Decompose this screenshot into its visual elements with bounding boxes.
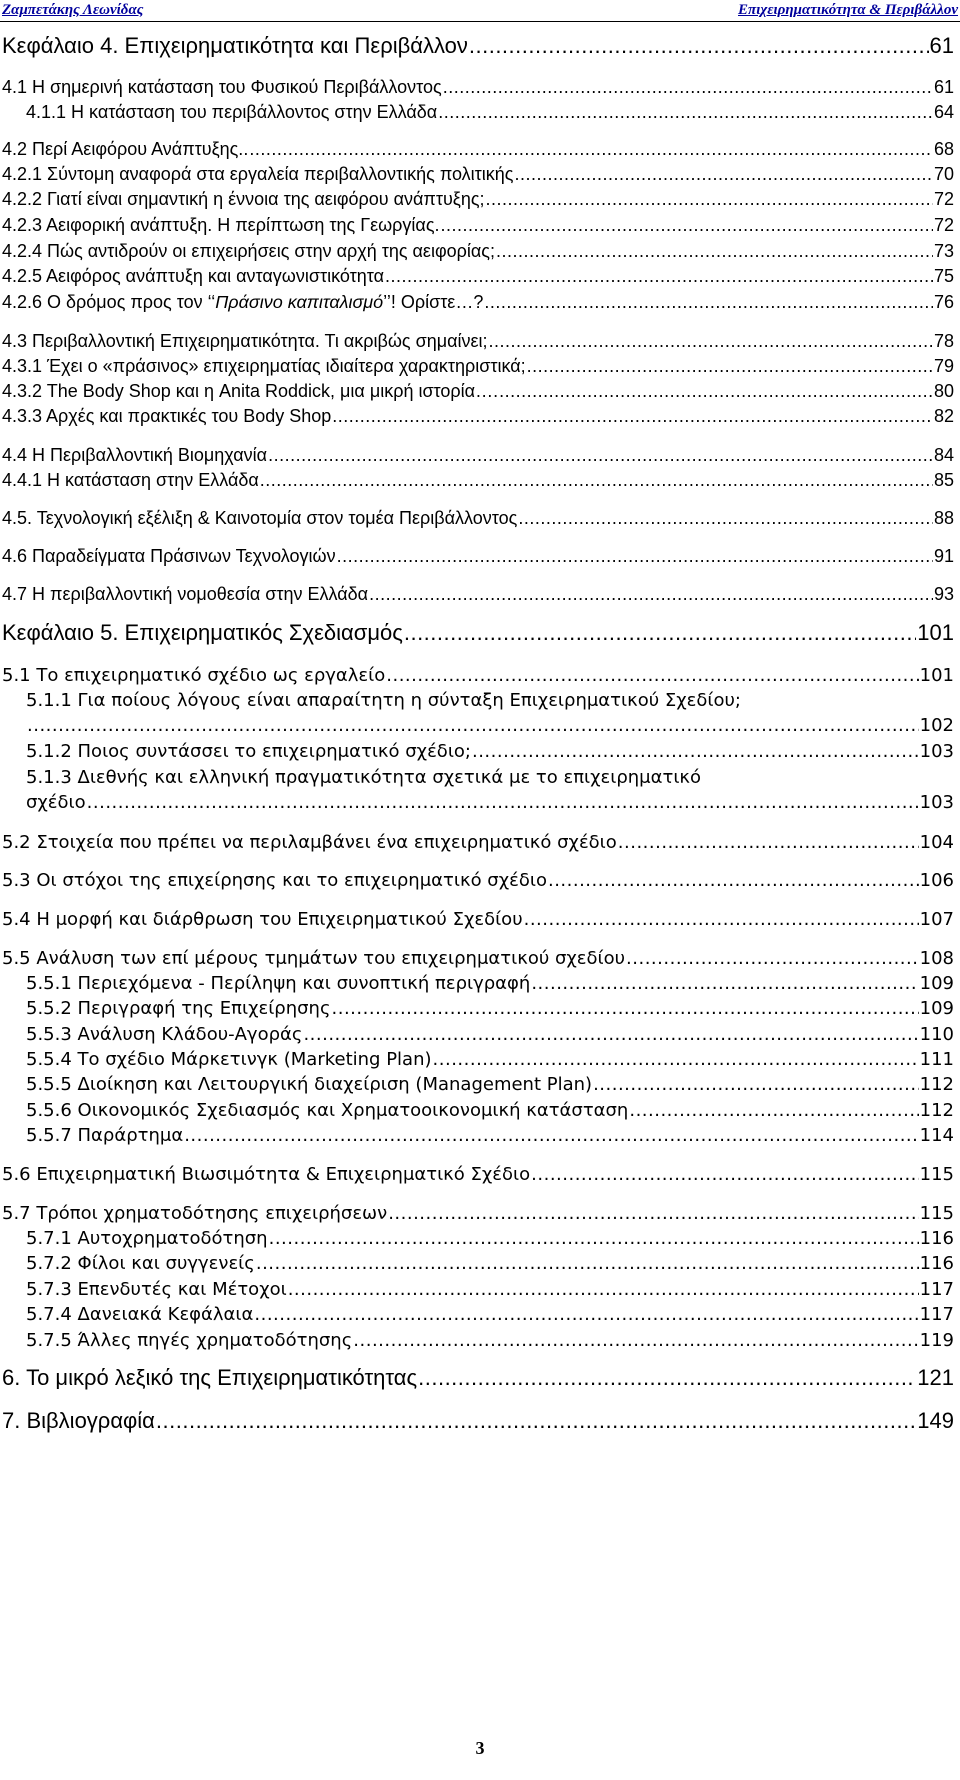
- toc-entry-5-4[interactable]: 5.4 Η μορφή και διάρθρωση του Επιχειρηματικού Σχεδίου ..... 107: [2, 909, 954, 931]
- toc-entry-5-5-3[interactable]: 5.5.3 Ανάλυση Κλάδου-Αγοράς ..... 110: [26, 1024, 954, 1046]
- toc-entry-5-5-4[interactable]: 5.5.4 Το σχέδιο Μάρκετινγκ (Marketing Plan) ..... 111: [26, 1049, 954, 1071]
- toc-entry-4-2-2[interactable]: 4.2.2 Γιατί είναι σημαντική η έννοια της αειφόρου ανάπτυξης; ..... 72: [2, 188, 954, 210]
- toc-entry-chapter-4[interactable]: Κεφάλαιο 4. Επιχειρηματικότητα και Περιβάλλον ..... 61: [2, 35, 954, 57]
- toc-entry-4-2-3[interactable]: 4.2.3 Αειφορική ανάπτυξη. Η περίπτωση της Γεωργίας. ..... 72: [2, 214, 954, 236]
- toc-entry-5-5-5[interactable]: 5.5.5 Διοίκηση και Λειτουργική διαχείριση (Management Plan) ..... 112: [26, 1074, 954, 1096]
- toc-entry-5-7-4[interactable]: 5.7.4 Δανειακά Κεφάλαια ..... 117: [26, 1304, 954, 1326]
- toc-entry-4-7[interactable]: 4.7 Η περιβαλλοντική νομοθεσία στην Ελλάδα ..... 93: [2, 583, 954, 605]
- toc-entry-4-3-3[interactable]: 4.3.3 Αρχές και πρακτικές του Body Shop ..... 82: [2, 405, 954, 427]
- toc-entry-4-2[interactable]: 4.2 Περί Αειφόρου Ανάπτυξης.. ..... 68: [2, 138, 954, 160]
- toc-entry-4-4[interactable]: 4.4 Η Περιβαλλοντική Βιομηχανία ..... 84: [2, 444, 954, 466]
- toc-entry-4-4-1[interactable]: 4.4.1 Η κατάσταση στην Ελλάδα ..... 85: [2, 469, 954, 491]
- header-book-title: Επιχειρηματικότητα & Περιβάλλον: [738, 2, 958, 18]
- toc-entry-4-6[interactable]: 4.6 Παραδείγματα Πράσινων Τεχνολογιών ..... 91: [2, 545, 954, 567]
- toc-entry-5-6[interactable]: 5.6 Επιχειρηματική Βιωσιμότητα & Επιχειρηματικό Σχέδιο ..... 115: [2, 1164, 954, 1186]
- toc-entry-5-1-3[interactable]: 5.1.3 Διεθνής και ελληνική πραγματικότητα σχετικά με το επιχειρηματικό σχέδιο ..... 103: [26, 767, 954, 814]
- toc-entry-5-5-6[interactable]: 5.5.6 Οικονομικός Σχεδιασμός και Χρηματοοικονομική κατάσταση ..... 112: [26, 1100, 954, 1122]
- toc-entry-5-7-5[interactable]: 5.7.5 Άλλες πηγές χρηματοδότησης ..... 119: [26, 1330, 954, 1352]
- header-author: Ζαμπετάκης Λεωνίδας: [2, 2, 144, 18]
- toc-entry-5-5-7[interactable]: 5.5.7 Παράρτημα ..... 114: [26, 1125, 954, 1147]
- toc-entry-5-5-2[interactable]: 5.5.2 Περιγραφή της Επιχείρησης ..... 109: [26, 998, 954, 1020]
- toc-entry-4-2-1[interactable]: 4.2.1 Σύντομη αναφορά στα εργαλεία περιβαλλοντικής πολιτικής ..... 70: [2, 163, 954, 185]
- toc-entry-4-2-4[interactable]: 4.2.4 Πώς αντιδρούν οι επιχειρήσεις στην αρχή της αειφορίας; ..... 73: [2, 240, 954, 262]
- toc-entry-4-3-1[interactable]: 4.3.1 Έχει ο «πράσινος» επιχειρηματίας ιδιαίτερα χαρακτηριστικά; ..... 79: [2, 355, 954, 377]
- toc-entry-4-5[interactable]: 4.5. Τεχνολογική εξέλιξη & Καινοτομία στον τομέα Περιβάλλοντος ..... 88: [2, 507, 954, 529]
- toc-entry-5-2[interactable]: 5.2 Στοιχεία που πρέπει να περιλαμβάνει ένα επιχειρηματικό σχέδιο ..... 104: [2, 832, 954, 854]
- page-number: 3: [475, 1738, 485, 1758]
- toc-entry-5-5-1[interactable]: 5.5.1 Περιεχόμενα - Περίληψη και συνοπτική περιγραφή ..... 109: [26, 973, 954, 995]
- toc-entry-5-7[interactable]: 5.7 Τρόποι χρηματοδότησης επιχειρήσεων ..... 115: [2, 1203, 954, 1225]
- toc-entry-section-6[interactable]: 6. Το μικρό λεξικό της Επιχειρηματικότητας ..... 121: [2, 1367, 954, 1389]
- toc-entry-chapter-5[interactable]: Κεφάλαιο 5. Επιχειρηματικός Σχεδιασμός ..... 101: [2, 622, 954, 644]
- toc-entry-5-5[interactable]: 5.5 Ανάλυση των επί μέρους τμημάτων του επιχειρηματικού σχεδίου ..... 108: [2, 948, 954, 970]
- toc-entry-5-7-2[interactable]: 5.7.2 Φίλοι και συγγενείς ..... 116: [26, 1253, 954, 1275]
- toc-entry-section-7[interactable]: 7. Βιβλιογραφία ..... 149: [2, 1410, 954, 1432]
- toc-entry-4-2-6[interactable]: 4.2.6 Ο δρόμος προς τον ‘‘Πράσινο καπιταλισμό’’! Ορίστε…? ..... 76: [2, 291, 954, 313]
- toc-entry-4-1-1[interactable]: 4.1.1 Η κατάσταση του περιβάλλοντος στην Ελλάδα ..... 64: [26, 101, 954, 123]
- toc-entry-5-3[interactable]: 5.3 Οι στόχοι της επιχείρησης και το επιχειρηματικό σχέδιο ..... 106: [2, 870, 954, 892]
- toc-entry-5-1-1[interactable]: 5.1.1 Για ποίους λόγους είναι απαραίτητη η σύνταξη Επιχειρηματικού Σχεδίου; ..... 102: [26, 690, 954, 737]
- toc-entry-4-2-5[interactable]: 4.2.5 Αειφόρος ανάπτυξη και ανταγωνιστικότητα ..... 75: [2, 265, 954, 287]
- toc-entry-5-7-3[interactable]: 5.7.3 Επενδυτές και Μέτοχοι ..... 117: [26, 1279, 954, 1301]
- toc-entry-5-1-2[interactable]: 5.1.2 Ποιος συντάσσει το επιχειρηματικό σχέδιο; ..... 103: [26, 741, 954, 763]
- toc-entry-4-3-2[interactable]: 4.3.2 The Body Shop και η Anita Roddick, μια μικρή ιστορία…. ..... 80: [2, 380, 954, 402]
- toc-entry-5-7-1[interactable]: 5.7.1 Αυτοχρηματοδότηση ..... 116: [26, 1228, 954, 1250]
- toc-entry-4-1[interactable]: 4.1 Η σημερινή κατάσταση του Φυσικού Περιβάλλοντος ..... 61: [2, 76, 954, 98]
- toc-entry-4-3[interactable]: 4.3 Περιβαλλοντική Επιχειρηματικότητα. Τι ακριβώς σημαίνει; ..... 78: [2, 330, 954, 352]
- toc-entry-5-1[interactable]: 5.1 Το επιχειρηματικό σχέδιο ως εργαλείο ..... 101: [2, 665, 954, 687]
